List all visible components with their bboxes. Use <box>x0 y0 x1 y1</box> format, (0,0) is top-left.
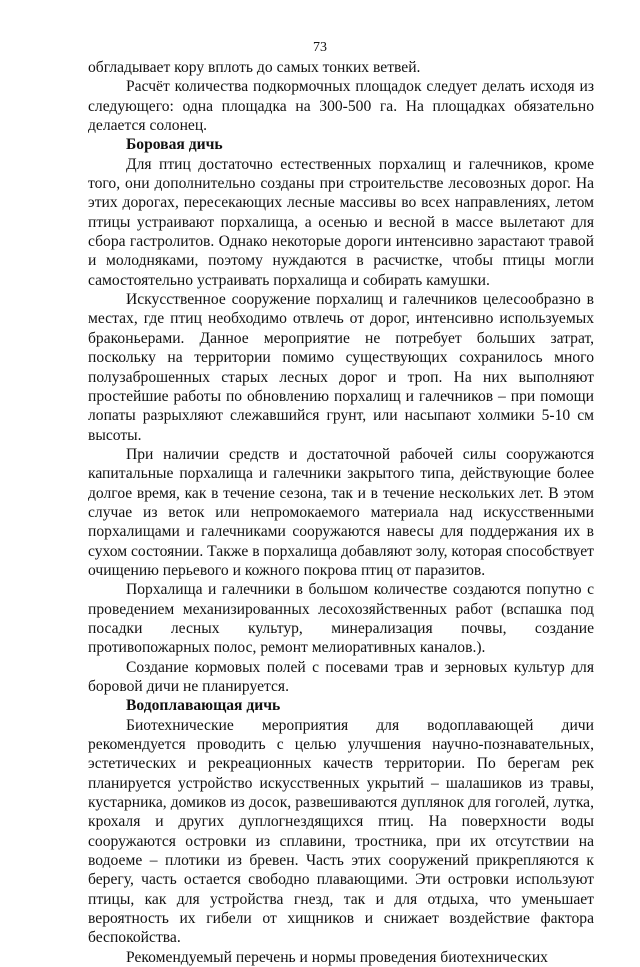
paragraph: Создание кормовых полей с посевами трав и зерновых культур для боровой дичи не планируется. <box>88 658 594 695</box>
paragraph: При наличии средств и достаточной рабочей силы сооружаются капитальные порхалища и галечники закрытого типа, действующие более долгое время, как в течение сезона, так и в течение нескольких лет. В этом случае из веток или непромокаемого материала над искусственными порхалищами и галечниками сооружаются навесы для поддержания их в сухом состоянии. Также в порхалища добавляют золу, которая способствует очищению перьевого и кожного покрова птиц от паразитов. <box>88 445 594 579</box>
section-heading: Водоплавающая дичь <box>126 697 281 715</box>
paragraph: Для птиц достаточно естественных порхалищ и галечников, кроме того, они дополнительно созданы при строительстве лесовозных дорог. На этих дорогах, пересекающих лесные массивы во всех направлениях, летом птицы устраивают порхалища, а осенью и весной в массе вылетают для сбора гастролитов. Однако некоторые дороги интенсивно зарастают травой и молодняками, поэтому нуждаются в расчистке, чтобы птицы могли самостоятельно устраивать порхалища и собирать камушки. <box>88 155 594 289</box>
paragraph: Расчёт количества подкормочных площадок следует делать исходя из следующего: одна площадка на 300-500 га. На площадках обязательно делается солонец. <box>88 78 594 135</box>
paragraph: Рекомендуемый перечень и нормы проведения биотехнических <box>126 948 548 966</box>
section-heading: Боровая дичь <box>126 136 223 154</box>
paragraph: Биотехнические мероприятия для водоплавающей дичи рекомендуется проводить с целью улучшения научно-познавательных, эстетических и рекреационных качеств территории. По берегам рек планируется устройство искусственных укрытий – шалашиков из травы, кустарника, домиков из досок, развешиваются дуплянок для гоголей, лутка, крохаля и других дуплогнездящихся птиц. На поверхности воды сооружаются островки из сплавини, тростника, при их отсутствии на водоеме – плотики из бревен. Часть этих сооружений прикрепляются к берегу, часть остается свободно плавающими. Эти островки используют птицы, как для устройства гнезд, так и для отдыха, что уменьшает вероятность их гибели от хищников и снижает воздействие фактора беспокойства. <box>88 716 594 947</box>
paragraph: Искусственное сооружение порхалищ и галечников целесообразно в местах, где птиц необходимо отвлечь от дорог, интенсивно используемых браконьерами. Данное мероприятие не потребует больших затрат, поскольку на территории помимо существующих сохранилось много полузаброшенных старых лесных дорог и троп. На них выполняют простейшие работы по обновлению порхалищ и галечников – при помощи лопаты разрыхляют слежавшийся грунт, или насыпают холмики 5-10 см высоты. <box>88 291 594 444</box>
paragraph: обгладывает кору вплоть до самых тонких ветвей. <box>88 59 421 76</box>
paragraph: Порхалища и галечники в большом количестве создаются попутно с проведением механизированных лесохозяйственных работ (вспашка под посадки лесных культур, минерализация почвы, создание противопожарных полос, ремонт мелиоративных каналов.). <box>88 581 594 657</box>
page-body <box>88 58 594 967</box>
page-number: 73 <box>313 40 327 55</box>
